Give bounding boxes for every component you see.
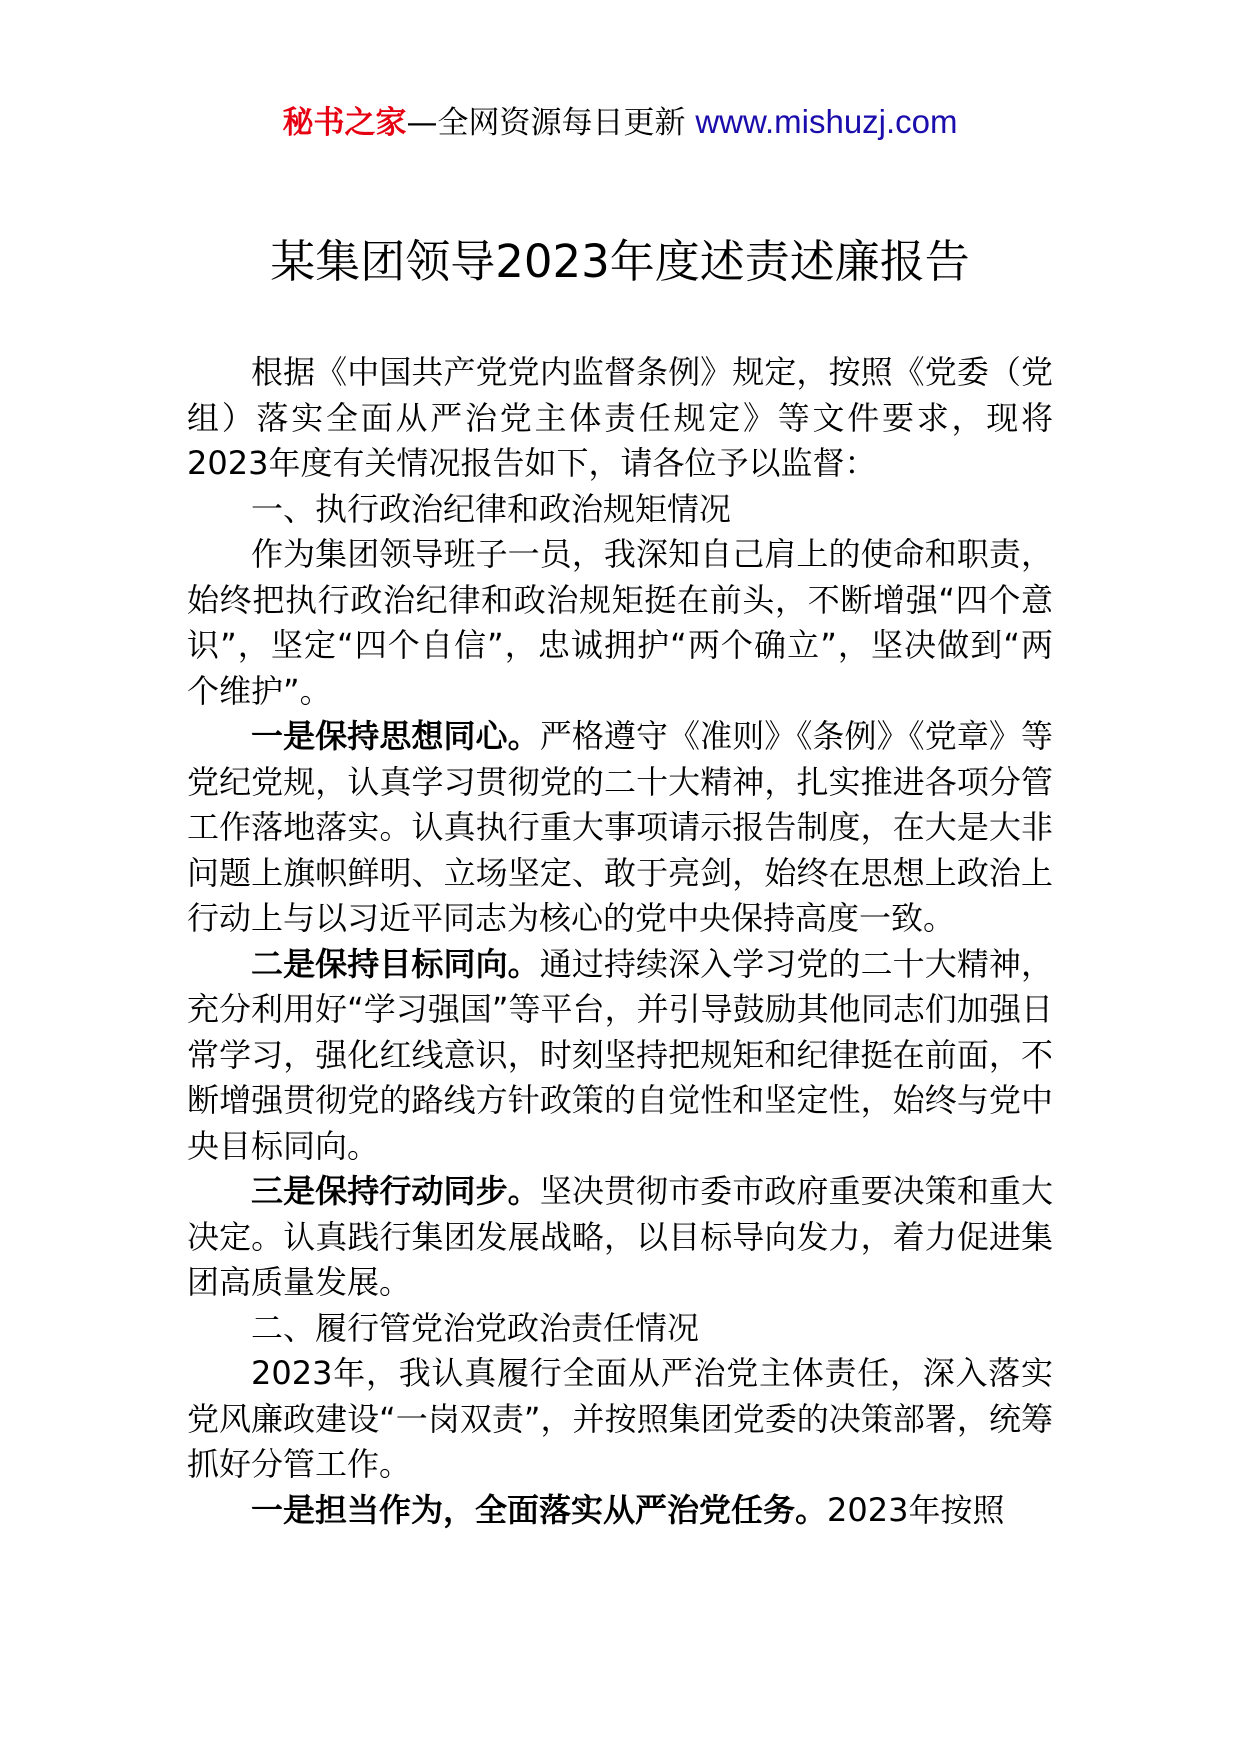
paragraph [187, 714, 1053, 942]
paragraph [187, 1488, 1053, 1534]
paragraph-lead: 三是保持行动同步。 [251, 1172, 540, 1210]
site-brand: 秘书之家 [282, 105, 407, 141]
paragraph-text: 坚决贯彻市委市政府重要决策和重大决定。认真践行集团发展战略，以目标导向发力，着力促进集团高质量发展。 [187, 1172, 1053, 1301]
paragraph-text: 一、执行政治纪律和政治规矩情况 [251, 489, 732, 528]
site-tagline: —全网资源每日更新 [406, 105, 686, 141]
section-heading [187, 1306, 1053, 1352]
paragraph [187, 532, 1053, 714]
paragraph-text: 2023年，我认真履行全面从严治党主体责任，深入落实党风廉政建设“一岗双责”，并按照集团党委的决策部署，统筹抓好分管工作。 [187, 1354, 1053, 1483]
paragraph-text: 根据《中国共产党党内监督条例》规定，按照《党委（党组）落实全面从严治党主体责任规定》等文件要求，现将2023年度有关情况报告如下，请各位予以监督： [187, 353, 1053, 482]
site-url-link[interactable]: www.mishuzj.com [695, 103, 958, 140]
paragraph [187, 1351, 1053, 1488]
paragraph-lead: 二是保持目标同向。 [251, 944, 540, 983]
paragraph [187, 1169, 1053, 1306]
paragraph [187, 942, 1053, 1170]
paragraph-text: 作为集团领导班子一员，我深知自己肩上的使命和职责，始终把执行政治纪律和政治规矩挺在前头，不断增强“四个意识”，坚定“四个自信”，忠诚拥护“两个确立”，坚决做到“两个维护”。 [187, 535, 1053, 710]
document-body [187, 350, 1053, 1533]
paragraph-text: 二、履行管党治党政治责任情况 [251, 1308, 700, 1347]
document-title: 某集团领导2023年度述责述廉报告 [270, 235, 970, 288]
paragraph-text: 通过持续深入学习党的二十大精神，充分利用好“学习强国”等平台，并引导鼓励其他同志们加强日常学习，强化红线意识，时刻坚持把规矩和纪律挺在前面，不断增强贯彻党的路线方针政策的自觉性和坚定性，始终与党中央目标同向。 [187, 944, 1053, 1165]
paragraph-lead: 一是担当作为，全面落实从严治党任务。 [251, 1490, 828, 1529]
paragraph-text: 严格遵守《准则》《条例》《党章》等党纪党规，认真学习贯彻党的二十大精神，扎实推进各项分管工作落地落实。认真执行重大事项请示报告制度，在大是大非问题上旗帜鲜明、立场坚定、敢于亮剑，始终在思想上政治上行动上与以习近平同志为核心的党中央保持高度一致。 [187, 717, 1053, 937]
paragraph [187, 350, 1053, 487]
site-header [0, 102, 1240, 143]
paragraph-lead: 一是保持思想同心。 [251, 717, 540, 755]
section-heading [187, 487, 1053, 533]
paragraph-text: 2023年按照 [827, 1490, 1005, 1529]
